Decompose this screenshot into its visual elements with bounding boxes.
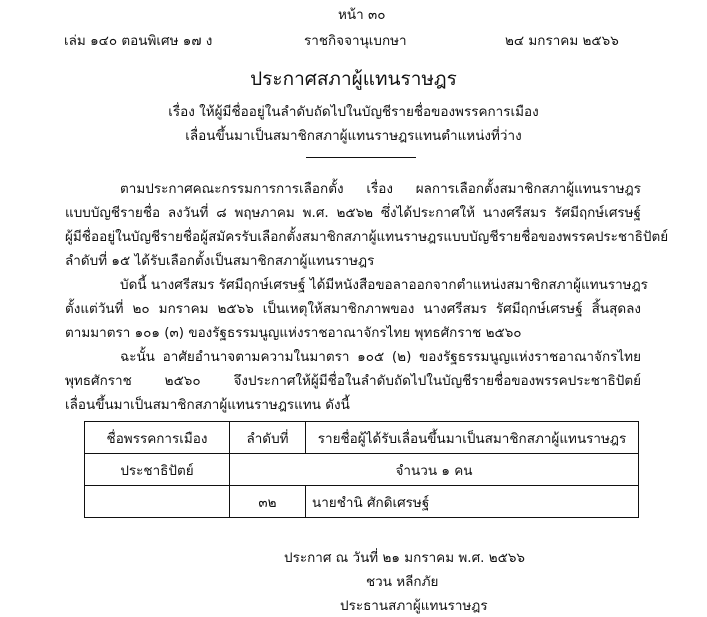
paragraph-line: บัดนี้ นางศรีสมร รัศมีฤกษ์เศรษฐ์ ได้มีหนังสือขอลาออกจากตำแหน่งสมาชิกสภาผู้แทนราษฎร	[120, 277, 648, 293]
paragraph-line: ผู้มีชื่ออยู่ในบัญชีรายชื่อผู้สมัครรับเลือกตั้งสมาชิกสภาผู้แทนราษฎรแบบบัญชีรายชื่อของพรรคประชาธิปัตย์	[65, 229, 669, 245]
count-cell: จำนวน ๑ คน	[230, 454, 639, 486]
paragraph-line: ตั้งแต่วันที่ ๒๐ มกราคม ๒๕๖๖ เป็นเหตุให้สมาชิกภาพของ นางศรีสมร รัศมีฤกษ์เศรษฐ์ สิ้นสุดลง	[65, 301, 641, 317]
paragraph-line: เลื่อนขึ้นมาเป็นสมาชิกสภาผู้แทนราษฎรแทน ดังนี้	[65, 397, 350, 413]
table-row	[85, 454, 639, 486]
column-header-party: ชื่อพรรคการเมือง	[85, 422, 230, 454]
volume-info: เล่ม ๑๔๐ ตอนพิเศษ ๑๗ ง	[64, 33, 213, 49]
document-title: ประกาศสภาผู้แทนราษฎร	[250, 68, 457, 90]
signatory-name: ชวน หลีกภัย	[366, 574, 439, 590]
title-divider	[306, 157, 416, 158]
paragraph-line: พุทธศักราช ๒๕๖๐ จึงประกาศให้ผู้มีชื่อในลำดับถัดไปในบัญชีรายชื่อของพรรคประชาธิปัตย์	[65, 373, 641, 389]
paragraph-line: ตามประกาศคณะกรรมการการเลือกตั้ง เรื่อง ผลการเลือกตั้งสมาชิกสภาผู้แทนราษฎร	[120, 181, 641, 197]
table-row	[85, 486, 639, 518]
subject-line-2: เลื่อนขึ้นมาเป็นสมาชิกสภาผู้แทนราษฎรแทนตำแหน่งที่ว่าง	[185, 128, 522, 144]
page-number: หน้า ๓๐	[338, 7, 386, 23]
order-cell: ๓๒	[230, 486, 306, 518]
paragraph-line: ตามมาตรา ๑๐๑ (๓) ของรัฐธรรมนูญแห่งราชอาณาจักรไทย พุทธศักราช ๒๕๖๐	[65, 325, 522, 341]
announcement-date: ประกาศ ณ วันที่ ๒๑ มกราคม พ.ศ. ๒๕๖๖	[284, 550, 525, 566]
party-cell: ประชาธิปัตย์	[85, 454, 230, 486]
signatory-position: ประธานสภาผู้แทนราษฎร	[340, 598, 488, 614]
paragraph-line: ฉะนั้น อาศัยอำนาจตามความในมาตรา ๑๐๕ (๒) ของรัฐธรรมนูญแห่งราชอาณาจักรไทย	[120, 349, 641, 365]
paragraph-line: ลำดับที่ ๑๕ ได้รับเลือกตั้งเป็นสมาชิกสภาผู้แทนราษฎร	[65, 253, 375, 269]
column-header-name: รายชื่อผู้ได้รับเลื่อนขึ้นมาเป็นสมาชิกสภาผู้แทนราษฎร	[306, 422, 639, 454]
subject-line-1: เรื่อง ให้ผู้มีชื่ออยู่ในลำดับถัดไปในบัญชีรายชื่อของพรรคการเมือง	[168, 104, 539, 120]
gazette-name: ราชกิจจานุเบกษา	[304, 33, 407, 49]
column-header-order: ลำดับที่	[230, 422, 306, 454]
empty-cell	[85, 486, 230, 518]
publish-date: ๒๔ มกราคม ๒๕๖๖	[505, 33, 619, 49]
replacement-table	[84, 421, 639, 518]
table-header-row	[85, 422, 639, 454]
paragraph-line: แบบบัญชีรายชื่อ ลงวันที่ ๘ พฤษภาคม พ.ศ. ๒๕๖๒ ซึ่งได้ประกาศให้ นางศรีสมร รัศมีฤกษ์เศรษฐ์	[65, 205, 641, 221]
name-cell: นายชำนิ ศักดิเศรษฐ์	[306, 486, 639, 518]
